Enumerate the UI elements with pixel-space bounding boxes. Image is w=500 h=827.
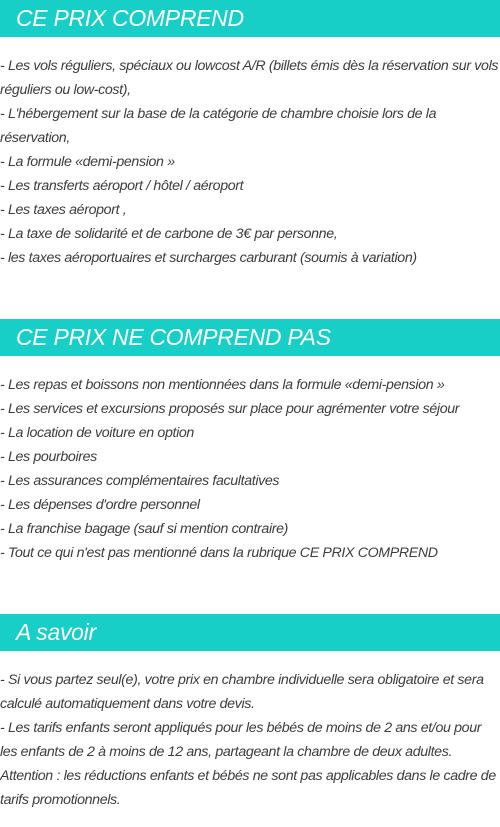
list-item: - les taxes aéroportuaires et surcharges carburant (soumis à variation) [0, 250, 417, 266]
list-item: - La taxe de solidarité et de carbone de 3€ par personne, [0, 226, 338, 242]
list-item: - L'hébergement sur la base de la catégorie de chambre choisie lors de la réservation, [0, 106, 437, 146]
list-item: - Les pourboires [0, 449, 97, 465]
list-item: - Tout ce qui n'est pas mentionné dans la rubrique CE PRIX COMPREND [0, 545, 438, 561]
section-ce-prix-comprend [0, 0, 500, 270]
section-title-comprend: CE PRIX COMPREND [0, 0, 500, 37]
list-item: - La formule «demi-pension » [0, 154, 175, 170]
section-ce-prix-ne-comprend-pas [0, 319, 500, 565]
list-item: - Les assurances complémentaires facultatives [0, 473, 280, 489]
list-item: - Les services et excursions proposés sur place pour agrémenter votre séjour [0, 401, 460, 417]
list-item: Attention : les réductions enfants et bébés ne sont pas applicables dans le cadre de tarifs promotionnels. [0, 768, 496, 808]
list-item: - La franchise bagage (sauf si mention contraire) [0, 521, 289, 537]
info-list [0, 668, 500, 812]
list-item: - Les dépenses d'ordre personnel [0, 497, 200, 513]
excluded-list [0, 373, 500, 565]
list-item: - Les repas et boissons non mentionnées dans la formule «demi-pension » [0, 377, 445, 393]
section-a-savoir [0, 614, 500, 812]
section-title-ne-comprend: CE PRIX NE COMPREND PAS [0, 319, 500, 356]
list-item: - Les transferts aéroport / hôtel / aéroport [0, 178, 244, 194]
list-item: - Les tarifs enfants seront appliqués pour les bébés de moins de 2 ans et/ou pour les enfants de 2 à moins de 12 ans, partageant la chambre de deux adultes. [0, 720, 482, 760]
included-list [0, 54, 500, 270]
list-item: - Les taxes aéroport , [0, 202, 127, 218]
section-title-a-savoir: A savoir [0, 614, 500, 651]
list-item: - La location de voiture en option [0, 425, 194, 441]
list-item: - Si vous partez seul(e), votre prix en chambre individuelle sera obligatoire et sera calculé automatiquement dans votre devis. [0, 672, 484, 712]
list-item: - Les vols réguliers, spéciaux ou lowcost A/R (billets émis dès la réservation sur vols réguliers ou low-cost), [0, 58, 499, 98]
